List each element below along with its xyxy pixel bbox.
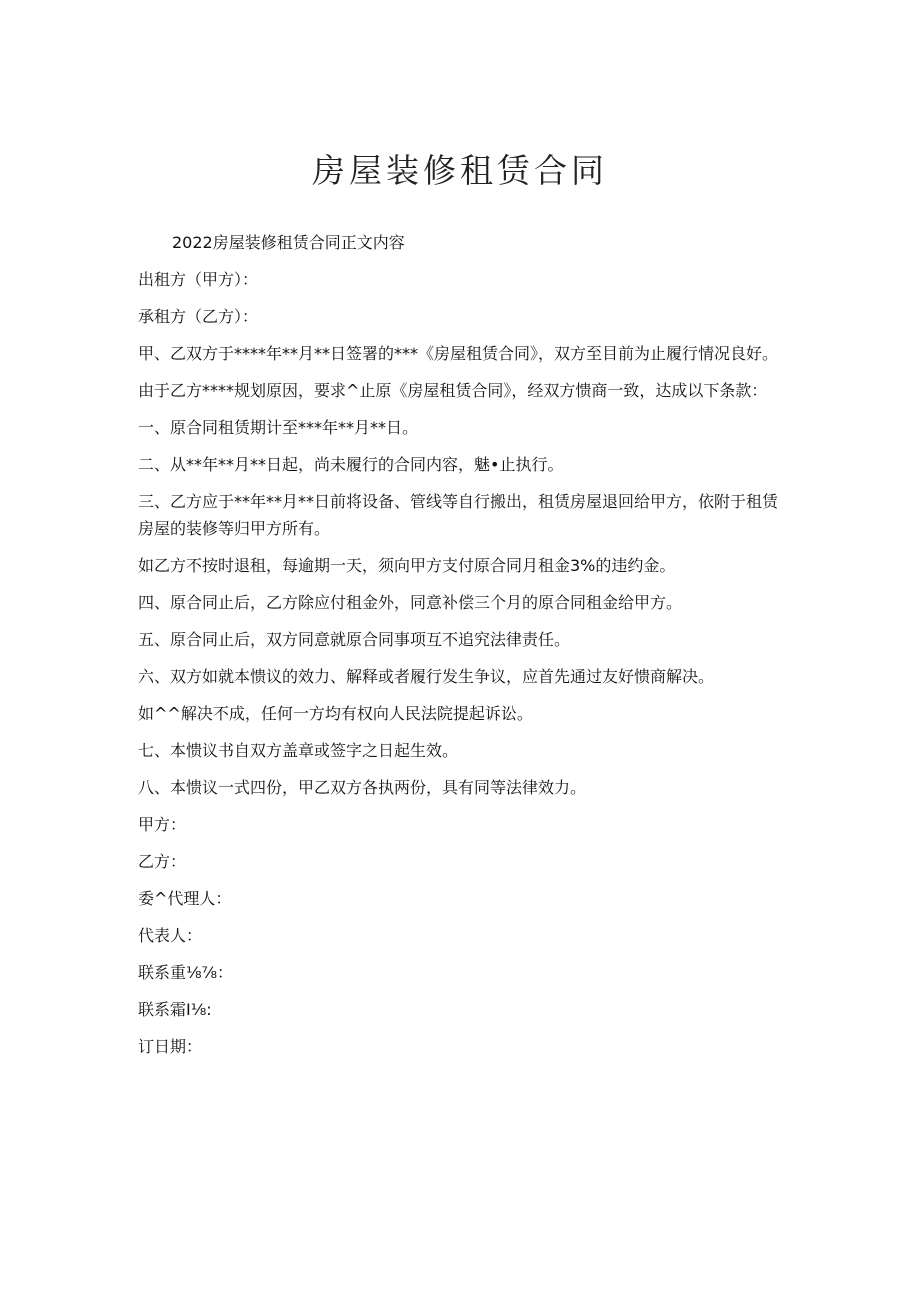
paragraph-lessee: 承租方（乙方）： (138, 307, 259, 326)
document-body (138, 229, 784, 1070)
clause-2: 二、从**年**月**日起，尚未履行的合同内容，魅•止执行。 (138, 455, 564, 474)
clause-1: 一、原合同租赁期计至***年**月**日。 (138, 418, 419, 437)
document-subtitle: 2022房屋装修租赁合同正文内容 (172, 233, 405, 252)
paragraph-reason: 由于乙方****规划原因，要求^止原《房屋租赁合同》，经双方愦商一致，达成以下条款： (138, 381, 768, 400)
signature-party-a: 甲方： (138, 815, 187, 834)
clause-3-penalty: 如乙方不按时退租，每逾期一天，须向甲方支付原合同月租金3%的违约金。 (138, 556, 676, 575)
signature-party-b: 乙方： (138, 852, 187, 871)
signature-representative: 代表人： (138, 926, 203, 945)
contact-line-2: 联系霜I⅛: (138, 1000, 212, 1019)
clause-7: 七、本愦议书自双方盖章或签字之日起生效。 (138, 741, 459, 760)
clause-5: 五、原合同止后，双方同意就原合同事项互不追究法律责任。 (138, 630, 571, 649)
paragraph-lessor: 出租方（甲方）： (138, 270, 259, 289)
signature-agent: 委^代理人： (138, 889, 232, 908)
signing-date: 订日期： (138, 1037, 203, 1056)
paragraph-background: 甲、乙双方于****年**月**日签署的***《房屋租赁合同》，双方至目前为止履行情况良好。 (138, 344, 779, 363)
clause-6-litigation: 如^^解决不成，任何一方均有权向人民法院提起诉讼。 (138, 704, 533, 723)
clause-4: 四、原合同止后，乙方除应付租金外，同意补偿三个月的原合同租金给甲方。 (138, 593, 683, 612)
document-title: 房屋装修租赁合同 (312, 151, 608, 190)
contact-line-1: 联系重⅛⅞： (138, 963, 234, 982)
clause-6: 六、双方如就本愦议的效力、解释或者履行发生争议，应首先通过友好愦商解决。 (138, 667, 715, 686)
clause-8: 八、本愦议一式四份，甲乙双方各执两份，具有同等法律效力。 (138, 778, 587, 797)
clause-3: 三、乙方应于**年**月**日前将设备、管线等自行搬出，租赁房屋退回给甲方，依附于租赁房屋的装修等归甲方所有。 (138, 492, 779, 538)
